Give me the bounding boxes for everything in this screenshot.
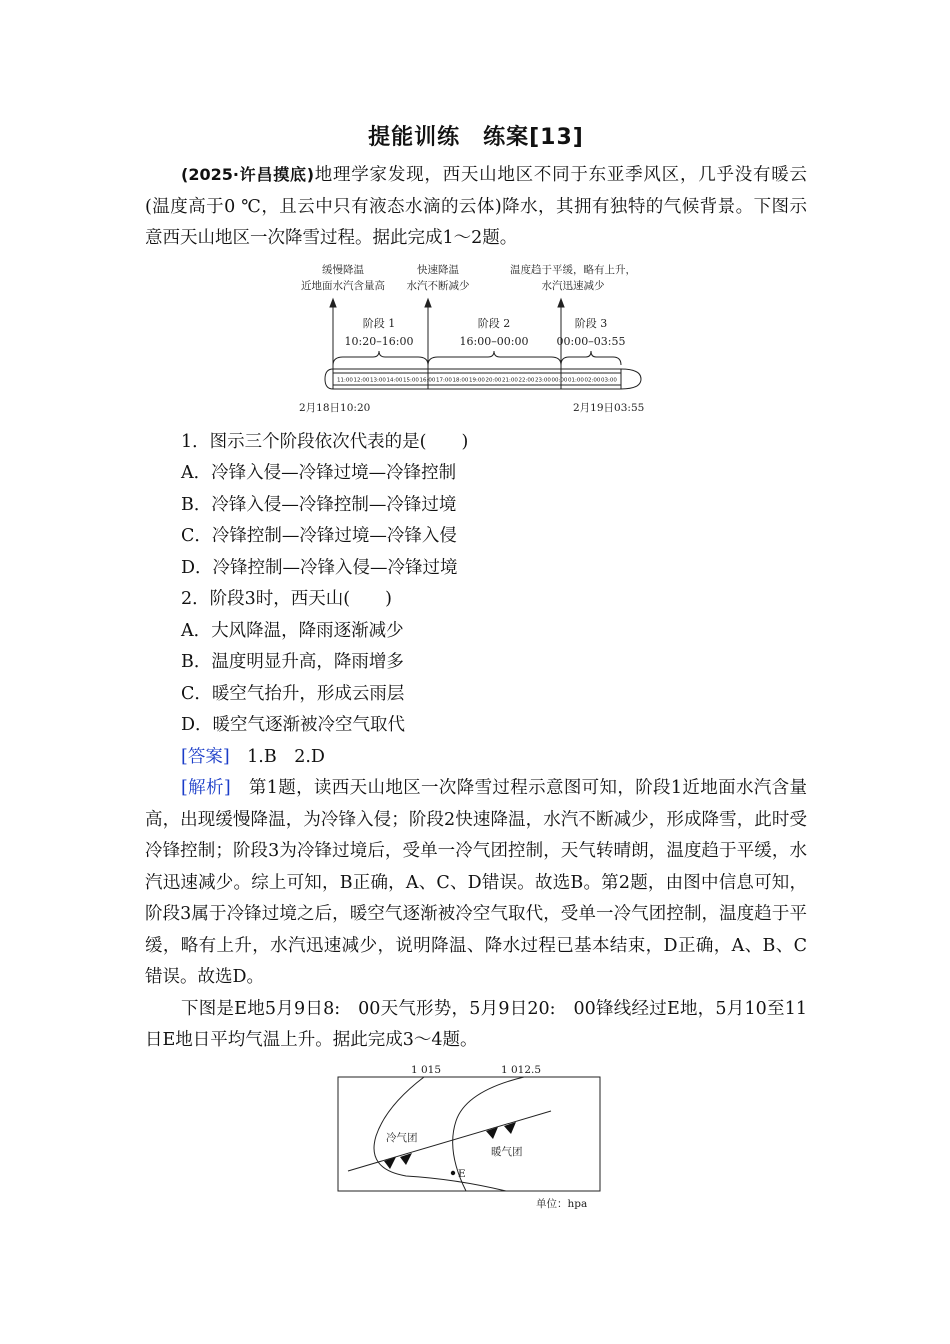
stage1-name: 阶段 1 xyxy=(362,316,396,330)
stage3-desc2: 水汽迅速减少 xyxy=(541,279,605,292)
tick-label: 21:00 xyxy=(502,377,518,383)
stage2-desc1: 快速降温 xyxy=(417,263,459,276)
q2-option-d: D．暖空气逐渐被冷空气取代 xyxy=(181,715,406,735)
tick-label: 15:00 xyxy=(403,377,419,383)
q2-option-c: C．暖空气抬升，形成云雨层 xyxy=(181,683,405,704)
stage2-name: 阶段 2 xyxy=(477,316,511,330)
figure-snow-process xyxy=(145,259,807,419)
answer-text: 1.B 2.D xyxy=(229,746,325,767)
point-e-label: E xyxy=(458,1167,466,1180)
tick-label: 02:00 xyxy=(584,377,601,383)
tick-label: 12:00 xyxy=(353,377,370,383)
page-title: 提能训练 练案[13] xyxy=(368,125,584,150)
cold-front-line xyxy=(348,1111,551,1171)
q2-option-b: B．温度明显升高，降雨增多 xyxy=(181,652,404,672)
tick-label: 18:00 xyxy=(452,377,469,383)
intro-text-1: 地理学家发现，西天山地区不同于东亚季风区，几乎没有暖云(温度高于0 ℃，且云中只有液态水滴的云体)降水，其拥有独特的气候背景。下图示意西天山地区一次降雪过程。据此完成1～2题。 xyxy=(145,165,807,248)
stage1-time: 10:20–16:00 xyxy=(344,334,414,348)
tick-label: 13:00 xyxy=(370,377,386,383)
q1-option-c: C．冷锋控制—冷锋过境—冷锋入侵 xyxy=(181,526,457,546)
tick-label: 14:00 xyxy=(386,377,403,383)
answer-tag: [答案] xyxy=(181,746,230,767)
tick-label: 22:00 xyxy=(518,377,535,383)
snow-process-diagram xyxy=(291,259,661,419)
stage2-time: 16:00–00:00 xyxy=(459,334,529,348)
unit-label: 单位：hpa xyxy=(536,1197,588,1210)
tick-label: 11:00 xyxy=(337,377,353,383)
intro-paragraph-2: 下图是E地5月9日8: 00天气形势，5月9日20: 00锋线经过E地，5月10至11日E地日平均气温上升。据此完成3～4题。 xyxy=(145,998,807,1050)
q1-option-a: A．冷锋入侵—冷锋过境—冷锋控制 xyxy=(181,463,457,483)
q1-stem: 1．图示三个阶段依次代表的是( ) xyxy=(181,431,469,452)
warm-mass-label: 暖气团 xyxy=(491,1145,523,1158)
intro-paragraph-1 xyxy=(145,159,807,255)
cold-mass-label: 冷气团 xyxy=(386,1131,418,1144)
answer-line xyxy=(145,742,807,774)
figure-weather-map xyxy=(145,1061,807,1211)
analysis-tag: [解析] xyxy=(181,778,231,798)
q2-option-a: A．大风降温，降雨逐渐减少 xyxy=(181,620,404,641)
q1-option-b: B．冷锋入侵—冷锋控制—冷锋过境 xyxy=(181,494,457,515)
analysis-text: 第1题，读西天山地区一次降雪过程示意图可知，阶段1近地面水汽含量高，出现缓慢降温，为冷锋入侵；阶段2快速降温，水汽不断减少，形成降雪，此时受冷锋控制；阶段3为冷锋过境后，受单一冷气团控制，天气转晴朗，温度趋于平缓，水汽迅速减少。综上可知，B正确，A、C、D错误。故选B。第2题，由图中信息可知，阶段3属于冷锋过境之后，暖空气逐渐被冷空气取代，受单一冷气团控制，温度趋于平缓，略有上升，水汽迅速减少，说明降温、降水过程已基本结束，D正确，A、B、C错误。故选D。 xyxy=(145,778,807,987)
stage3-name: 阶段 3 xyxy=(574,316,608,330)
tick-label: 23:00 xyxy=(535,377,551,383)
tick-label: 17:00 xyxy=(436,377,452,383)
timeline-ticks xyxy=(337,377,617,383)
source-tag: (2025·许昌摸底) xyxy=(181,165,315,184)
q1-option-d: D．冷锋控制—冷锋入侵—冷锋过境 xyxy=(181,557,458,578)
weather-map-diagram xyxy=(336,1061,616,1211)
analysis-paragraph xyxy=(145,773,807,994)
tick-label: 20:00 xyxy=(485,377,502,383)
stage3-time: 00:00–03:55 xyxy=(556,334,626,348)
end-label: 2月19日03:55 xyxy=(573,401,645,414)
map-frame xyxy=(338,1077,600,1191)
stage1-desc1: 缓慢降温 xyxy=(322,263,364,276)
tick-label: 00:00 xyxy=(551,377,568,383)
isobar-1015-label: 1 015 xyxy=(410,1063,442,1076)
point-e-marker xyxy=(451,1170,455,1174)
isobar-10125-label: 1 012.5 xyxy=(500,1063,542,1076)
stage1-desc2: 近地面水汽含量高 xyxy=(301,279,385,292)
tick-label: 03:00 xyxy=(601,377,617,383)
q2-stem: 2．阶段3时，西天山( ) xyxy=(181,589,392,609)
start-label: 2月18日10:20 xyxy=(299,401,371,414)
stage2-desc2: 水汽不断减少 xyxy=(406,279,470,292)
tick-label: 01:00 xyxy=(568,377,584,383)
tick-label: 16:00 xyxy=(419,377,436,383)
stage3-desc1: 温度趋于平缓，略有上升， xyxy=(510,263,636,276)
document-page xyxy=(145,120,807,1219)
tick-label: 19:00 xyxy=(469,377,485,383)
